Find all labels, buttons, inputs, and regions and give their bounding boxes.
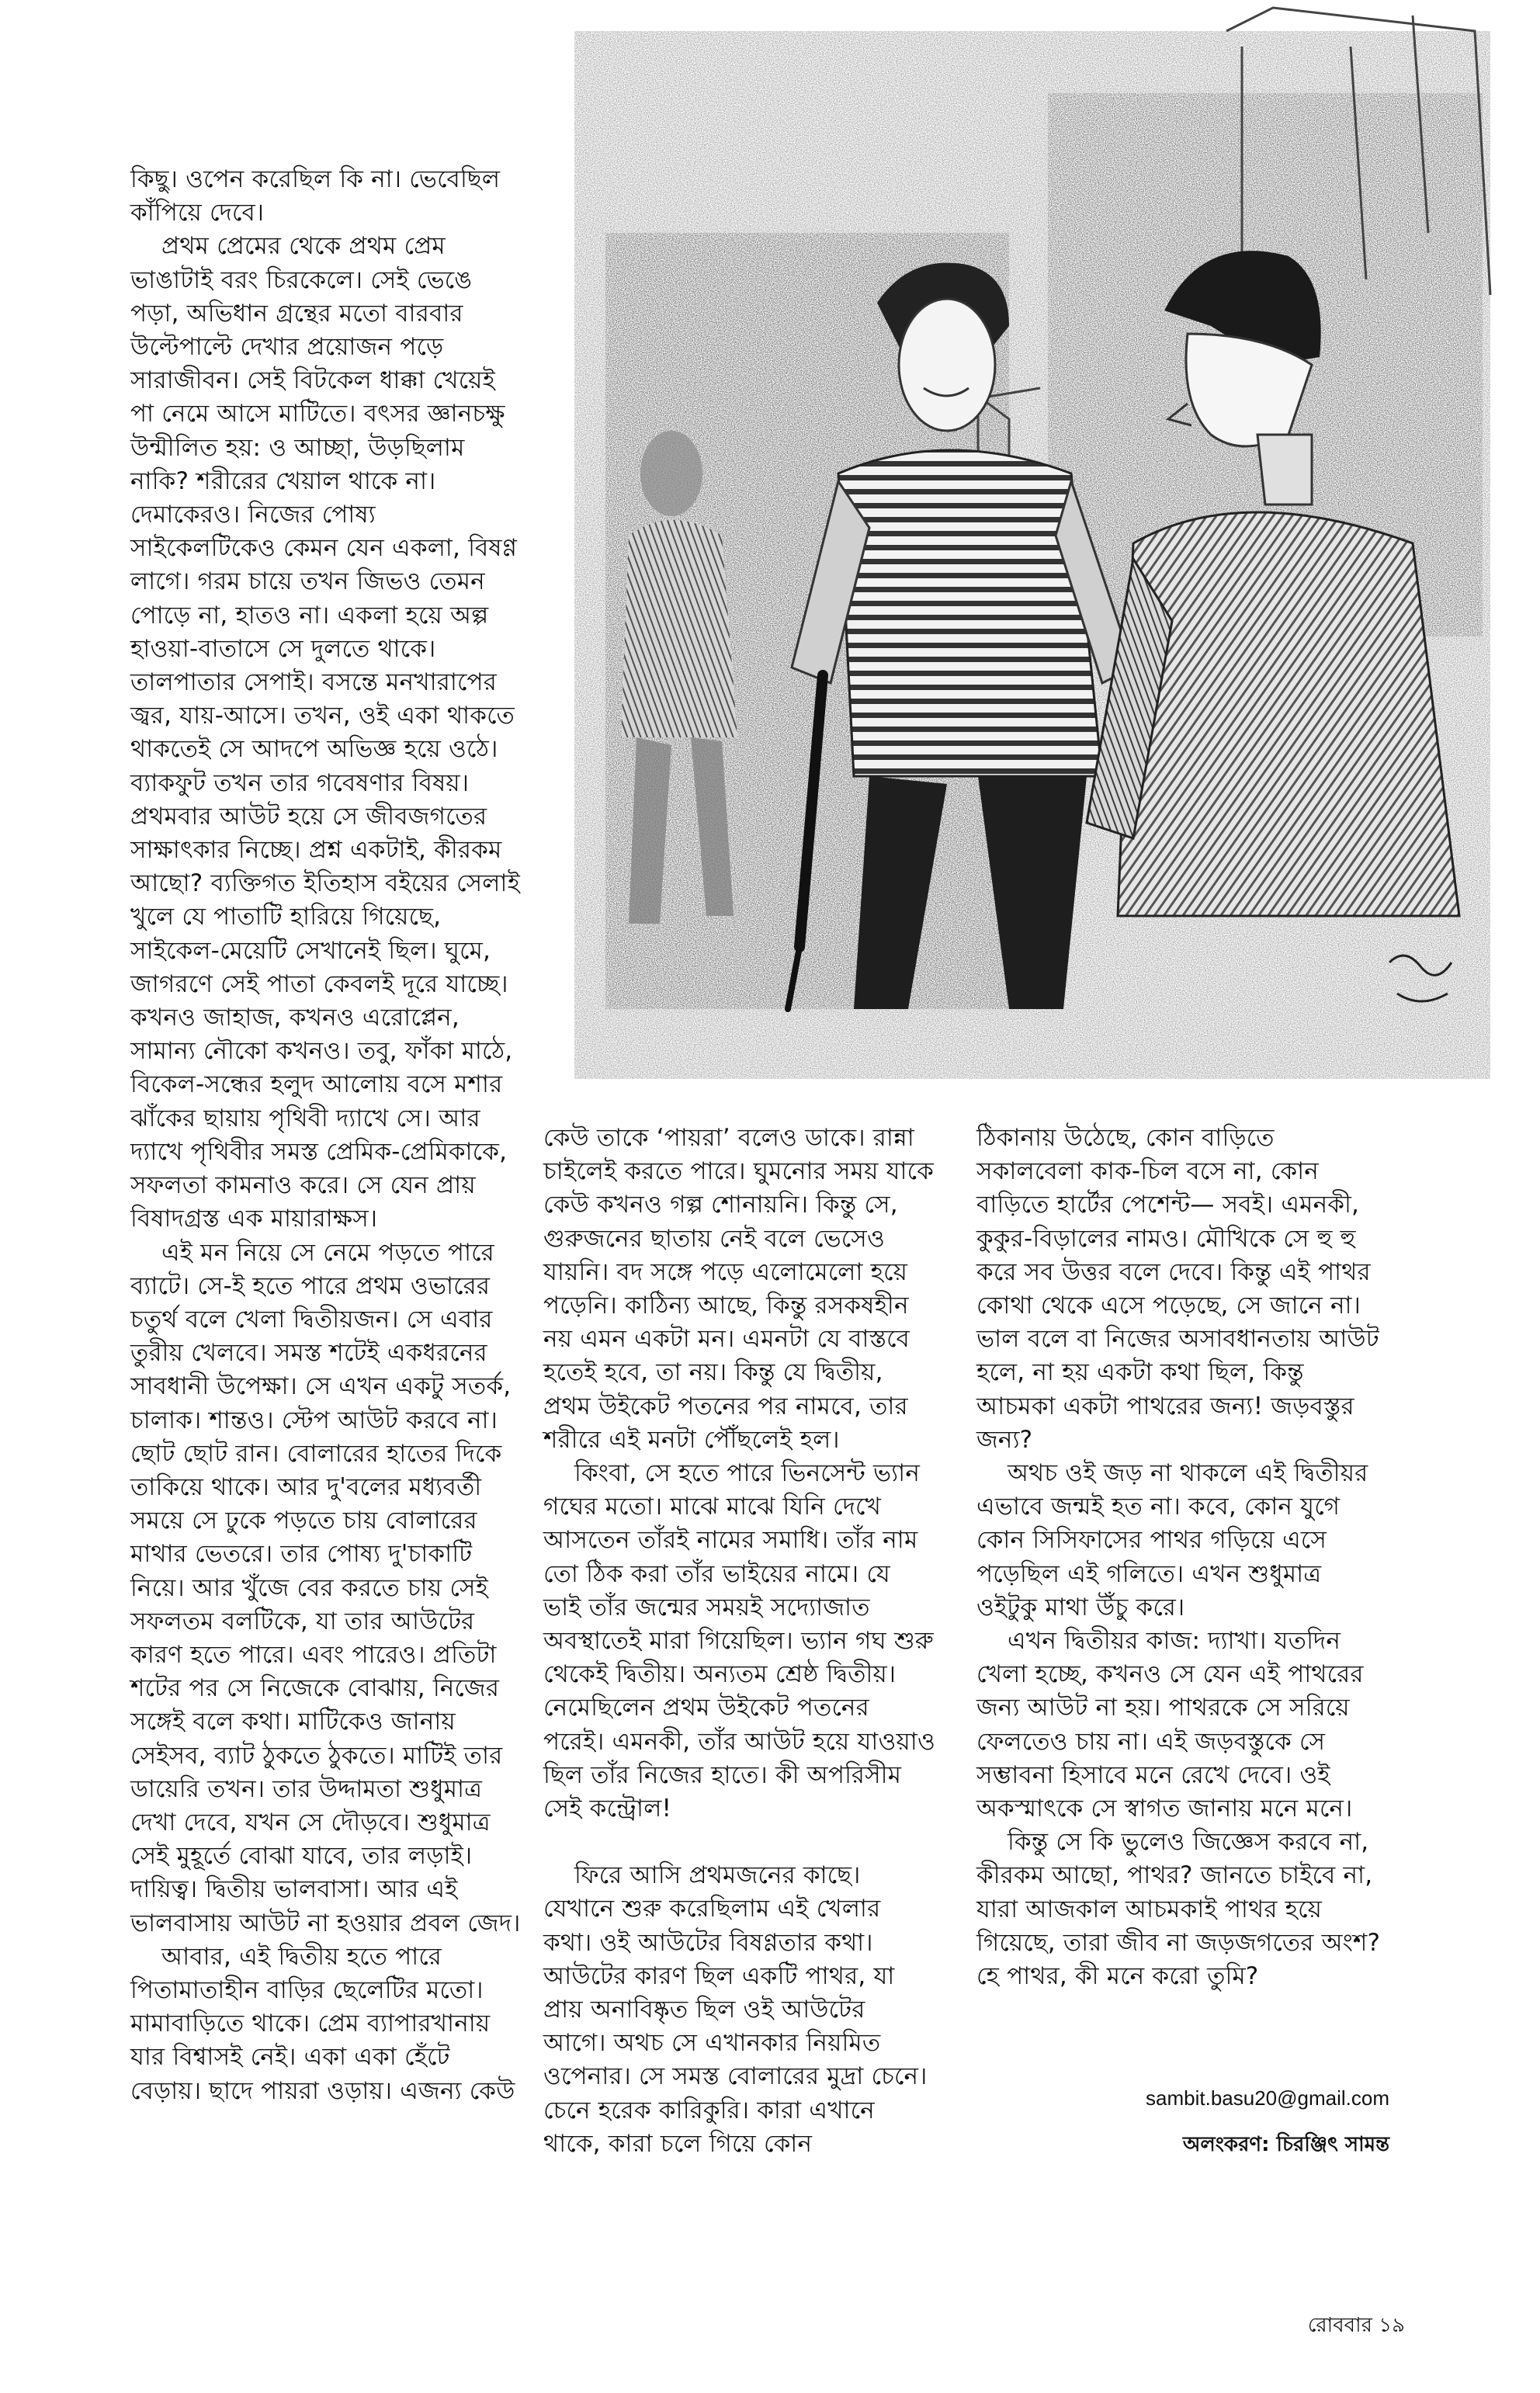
text-column-2 [543, 1122, 935, 2161]
paragraph: এখন দ্বিতীয়র কাজ: দ্যাখা। যতদিন খেলা হচ্ছে, কখনও সে যেন এই পাথরের জন্য আউট না হয়। পাথরকে সে সরিয়ে ফেলতেও চায় না। এই জড়বস্তুকে সে সম্ভাবনা হিসাবে মনে রেখে দেবে। ওই অকস্মাৎকে সে স্বাগত জানায় মনে মনে। [976, 1627, 1364, 1823]
paragraph: প্রথম প্রেমের থেকে প্রথম প্রেম ভাঙাটাই বরং চিরকেলে। সেই ভেঙে পড়া, অভিধান গ্রন্থের মতো বারবার উল্টেপাল্টে দেখার প্রয়োজন পড়ে সারাজীবন। সেই বিটকেল ধাক্কা খেয়েই পা নেমে আসে মাটিতে। বৎসর জ্ঞানচক্ষু উন্মীলিত হয়: ও আচ্ছা, উড়ছিলাম নাকি? শরীরের খেয়াল থাকে না। দেমাকেরও। নিজের পোষ্য সাইকেলটিকেও কেমন যেন একলা, বিষণ্ণ লাগে। গরম চায়ে তখন জিভও তেমন পোড়ে না, হাতও না। একলা হয়ে অল্প হাওয়া-বাতাসে সে দুলতে থাকে। তালপাতার সেপাই। বসন্তে মনখারাপের জ্বর, যায়-আসে। তখন, ওই একা থাকতে থাকতেই সে আদপে অভিজ্ঞ হয়ে ওঠে। ব্যাকফুট তখন তার গবেষণার বিষয়। প্রথমবার আউট হয়ে সে জীবজগতের সাক্ষাৎকার নিচ্ছে। প্রশ্ন একটাই, কীরকম আছো? ব্যক্তিগত ইতিহাস বইয়ের সেলাই খুলে যে পাতাটি হারিয়ে গিয়েছে, সাইকেল-মেয়েটি সেখানেই ছিল। ঘুমে, জাগরণে সেই পাতা কেবলই দূরে যাচ্ছে। কখনও জাহাজ, কখনও এরোপ্লেন, সামান্য নৌকো কখনও। তবু, ফাঁকা মাঠে, বিকেল-সন্ধের হলুদ আলোয় বসে মশার ঝাঁকের ছায়ায় পৃথিবী দ্যাখে সে। আর দ্যাখে পৃথিবীর সমস্ত প্রেমিক-প্রেমিকাকে, সফলতা কামনাও করে। সে যেন প্রায় বিষাদগ্রস্ত এক মায়ারাক্ষস। [130, 232, 520, 1233]
paragraph: আবার, এই দ্বিতীয় হতে পারে পিতামাতাহীন বাড়ির ছেলেটির মতো। মামাবাড়িতে থাকে। প্রেম ব্যাপারখানায় যার বিশ্বাসই নেই। একা একা হেঁটে বেড়ায়। ছাদে পায়রা ওড়ায়। এজন্য কেউ [130, 1942, 515, 2105]
paragraph: অথচ ওই জড় না থাকলে এই দ্বিতীয়র এভাবে জন্মই হত না। কবে, কোন যুগে কোন সিসিফাসের পাথর গড়িয়ে এসে পড়েছিল এই গলিতে। এখন শুধুমাত্র ওইটুকু মাথা উঁচু করে। [976, 1459, 1368, 1621]
sketch-canvas [543, 0, 1540, 1094]
paragraph: কিংবা, সে হতে পারে ভিনসেন্ট ভ্যান গঘের মতো। মাঝে মাঝে যিনি দেখে আসতেন তাঁরই নামের সমাধি। তাঁর নাম তো ঠিক করা তাঁর ভাইয়ের নামে। যে ভাই তাঁর জন্মের সময়ই সদ্যোজাত অবস্থাতেই মারা গিয়েছিল। ভ্যান গঘ শুরু থেকেই দ্বিতীয়। অন্যতম শ্রেষ্ঠ দ্বিতীয়। নেমেছিলেন প্রথম উইকেট পতনের পরেই। এমনকী, তাঁর আউট হয়ে যাওয়াও ছিল তাঁর নিজের হাতে। কী অপরিসীম সেই কন্ট্রোল! [543, 1459, 935, 1823]
paragraph: ফিরে আসি প্রথমজনের কাছে। যেখানে শুরু করেছিলাম এই খেলার কথা। ওই আউটের বিষণ্ণতার কথা। আউটের কারণ ছিল একটি পাথর, যা প্রায় অনাবিষ্কৃত ছিল ওই আউটের আগে। অথচ সে এখানকার নিয়মিত ওপেনার। সে সমস্ত বোলারের মুদ্রা চেনে। চেনে হরেক কারিকুরি। কারা এখানে থাকে, কারা চলে গিয়ে কোন [543, 1861, 928, 2158]
author-email[interactable]: sambit.basu20@gmail.com [1146, 2086, 1389, 2110]
text-column-1 [130, 163, 522, 2108]
pencil-sketch-illustration [543, 0, 1540, 1094]
paragraph: এই মন নিয়ে সে নেমে পড়তে পারে ব্যাটে। সে-ই হতে পারে প্রথম ওভারের চতুর্থ বলে খেলা দ্বিতীয়জন। সে এবার তুরীয় খেলবে। সমস্ত শটেই একধরনের সাবধানী উপেক্ষা। সে এখন একটু সতর্ক, চালাক। শান্তও। স্টেপ আউট করবে না। ছোট ছোট রান। বোলারের হাতের দিকে তাকিয়ে থাকে। আর দু'বলের মধ্যবর্তী সময়ে সে ঢুকে পড়তে চায় বোলারের মাথার ভেতরে। তার পোষ্য দু'চাকাটি নিয়ে। আর খুঁজে বের করতে চায় সেই সফলতম বলটিকে, যা তার আউটের কারণ হতে পারে। এবং পারেও। প্রতিটা শটের পর সে নিজেকে বোঝায়, নিজের সঙ্গেই বলে কথা। মাটিকেও জানায় সেইসব, ব্যাট ঠুকতে ঠুকতে। মাটিই তার ডায়েরি তখন। তার উদ্দামতা শুধুমাত্র দেখা দেবে, যখন সে দৌড়বে। শুধুমাত্র সেই মুহূর্তে বোঝা যাবে, তার লড়াই। দায়িত্ব। দ্বিতীয় ভালবাসা। আর এই ভালবাসায় আউট না হওয়ার প্রবল জেদ। [130, 1238, 521, 1937]
paragraph: কিছু। ওপেন করেছিল কি না। ভেবেছিল কাঁপিয়ে দেবে। [130, 165, 501, 227]
page-folio: রোববার ১৯ [1307, 2314, 1405, 2337]
illustration-credit: অলংকরণ: চিরঞ্জিৎ সামন্ত [1182, 2133, 1389, 2156]
text-column-3 [976, 1122, 1388, 1993]
paragraph: ঠিকানায় উঠেছে, কোন বাড়িতে সকালবেলা কাক-চিল বসে না, কোন বাড়িতে হার্টের পেশেন্ট— সবই। এমনকী, কুকুর-বিড়ালের নামও। মৌখিকে সে হু হু করে সব উত্তর বলে দেবে। কিন্তু এই পাথর কোথা থেকে এসে পড়েছে, সে জানে না। ভাল বলে বা নিজের অসাবধানতায় আউট হলে, না হয় একটা কথা ছিল, কিন্তু আচমকা একটা পাথরের জন্য! জড়বস্তুর জন্য? [976, 1124, 1379, 1454]
paragraph: কিন্তু সে কি ভুলেও জিজ্ঞেস করবে না, কীরকম আছো, পাথর? জানতে চাইবে না, যারা আজকাল আচমকাই পাথর হয়ে গিয়েছে, তারা জীব না জড়জগতের অংশ? হে পাথর, কী মনে করো তুমি? [976, 1828, 1381, 1991]
paragraph: কেউ তাকে ‘পায়রা’ বলেও ডাকে। রান্না চাইলেই করতে পারে। ঘুমনোর সময় যাকে কেউ কখনও গল্প শোনায়নি। কিন্তু সে, গুরুজনের ছাতায় নেই বলে ভেসেও যায়নি। বদ সঙ্গে পড়ে এলোমেলো হয়ে পড়েনি। কাঠিন্য আছে, কিন্তু রসকষহীন নয় এমন একটা মন। এমনটা যে বাস্তবে হতেই হবে, তা নয়। কিন্তু যে দ্বিতীয়, প্রথম উইকেট পতনের পর নামবে, তার শরীরে এই মনটা পৌঁছলেই হল। [543, 1124, 934, 1454]
